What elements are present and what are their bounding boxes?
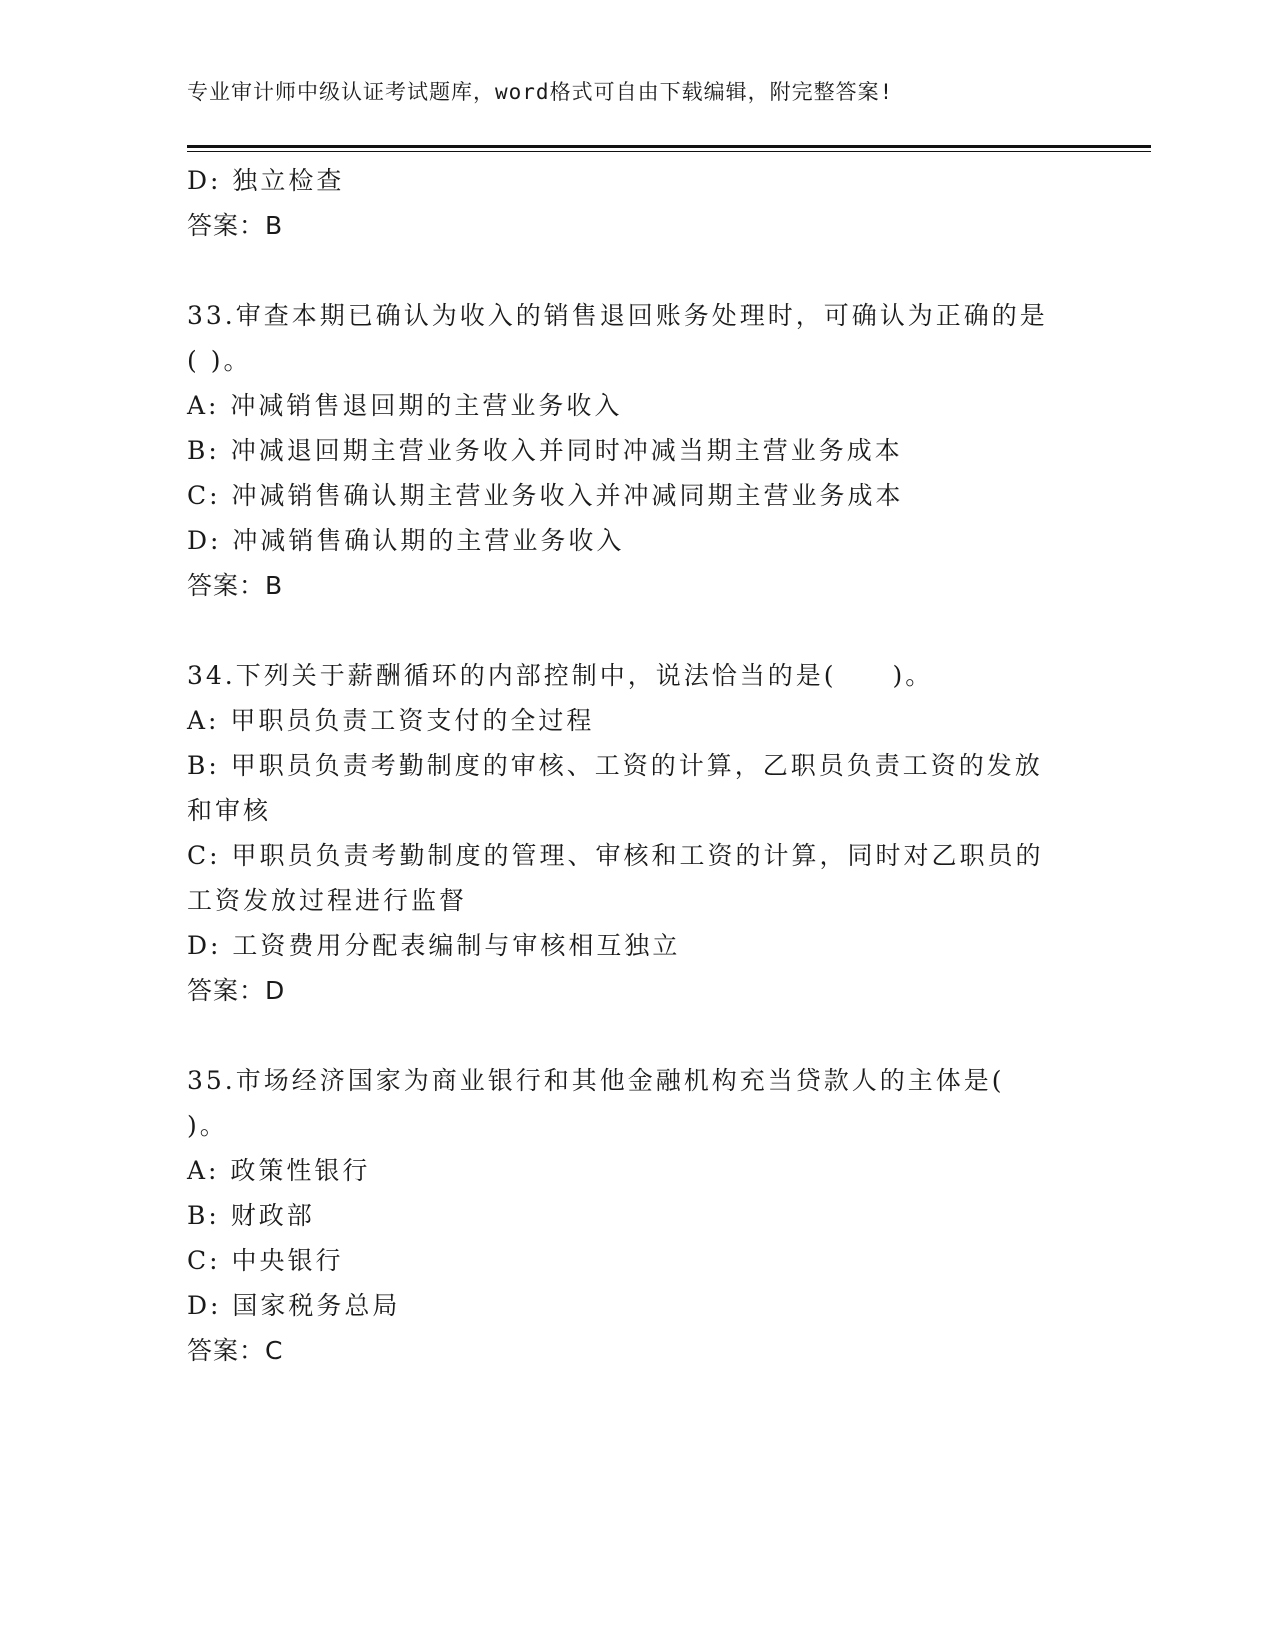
q35-stem-line-2: )。	[187, 1111, 228, 1140]
q34-option-c-cont: 工资发放过程进行监督	[187, 886, 468, 915]
q33-answer: 答案：B	[187, 571, 284, 600]
q33-option-c: C: 冲减销售确认期主营业务收入并冲减同期主营业务成本	[187, 481, 904, 510]
header-divider-thin	[187, 151, 1151, 152]
q34-answer: 答案：D	[187, 976, 286, 1005]
q34-option-b-cont: 和审核	[187, 796, 272, 825]
prev-answer: 答案：B	[187, 211, 284, 240]
q35-option-b: B: 财政部	[187, 1201, 315, 1230]
q33-stem-line-2: ( )。	[187, 346, 252, 375]
q35-option-a: A: 政策性银行	[187, 1156, 371, 1185]
q35-stem-line-1: 35.市场经济国家为商业银行和其他金融机构充当贷款人的主体是(	[187, 1066, 1005, 1095]
page-header-text: 专业审计师中级认证考试题库，word格式可自由下载编辑，附完整答案!	[187, 80, 894, 104]
q35-answer: 答案：C	[187, 1336, 284, 1365]
q34-option-a: A: 甲职员负责工资支付的全过程	[187, 706, 595, 735]
q34-option-d: D: 工资费用分配表编制与审核相互独立	[187, 931, 681, 960]
q33-option-a: A: 冲减销售退回期的主营业务收入	[187, 391, 623, 420]
q33-stem-line-1: 33.审查本期已确认为收入的销售退回账务处理时，可确认为正确的是	[187, 301, 1048, 330]
q35-option-c: C: 中央银行	[187, 1246, 344, 1275]
q33-option-d: D: 冲减销售确认期的主营业务收入	[187, 526, 625, 555]
q34-option-b: B: 甲职员负责考勤制度的审核、工资的计算，乙职员负责工资的发放	[187, 751, 1043, 780]
q34-stem-line-1: 34.下列关于薪酬循环的内部控制中，说法恰当的是( )。	[187, 661, 934, 690]
prev-option-d: D: 独立检查	[187, 166, 345, 195]
q34-option-c: C: 甲职员负责考勤制度的管理、审核和工资的计算，同时对乙职员的	[187, 841, 1044, 870]
header-divider-thick	[187, 145, 1151, 148]
q33-option-b: B: 冲减退回期主营业务收入并同时冲减当期主营业务成本	[187, 436, 903, 465]
q35-option-d: D: 国家税务总局	[187, 1291, 401, 1320]
question-content	[187, 158, 1087, 1373]
